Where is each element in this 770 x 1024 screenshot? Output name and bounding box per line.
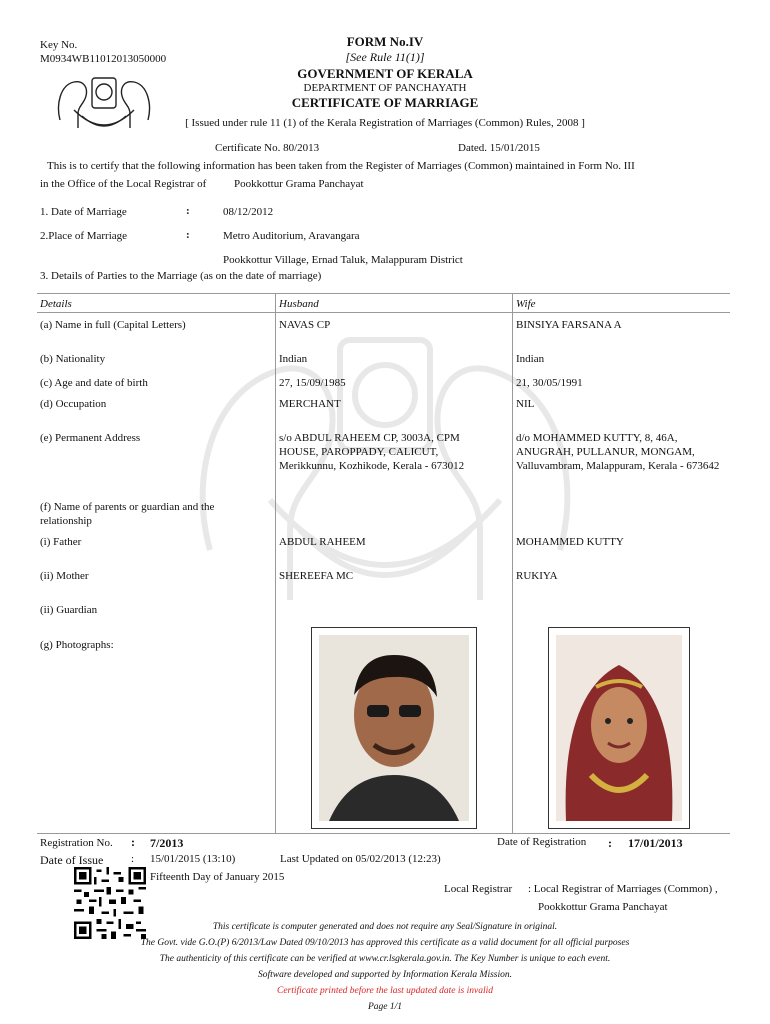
date-of-issue-label: Date of Issue <box>40 853 104 867</box>
row-address-husband-2: HOUSE, PAROPPADY, CALICUT, <box>279 446 439 458</box>
table-top-rule <box>37 293 730 294</box>
form-number: FORM No.IV <box>346 34 424 49</box>
footer-line-2: The Govt. vide G.O.(P) 6/2013/Law Dated 09/10/2013 has approved this certificate as a valid document for all official purposes <box>140 938 630 948</box>
row-address-wife-3: Valluvambram, Malappuram, Kerala - 673642 <box>516 460 720 472</box>
row-father-wife: MOHAMMED KUTTY <box>516 536 624 548</box>
table-header-details: Details <box>40 298 72 310</box>
husband-photo <box>311 627 477 829</box>
office-statement: in the Office of the Local Registrar of <box>40 178 207 190</box>
local-registrar-label: Local Registrar <box>444 883 513 895</box>
marriage-date-colon: : <box>186 205 190 217</box>
row-mother-wife: RUKIYA <box>516 570 558 582</box>
government-title: GOVERNMENT OF KERALA <box>297 66 473 81</box>
table-col-divider-1 <box>275 293 276 833</box>
row-name-husband: NAVAS CP <box>279 319 331 331</box>
date-of-issue-value: 15/01/2015 (13:10) <box>150 853 236 865</box>
page-number: Page 1/1 <box>367 1002 403 1012</box>
marriage-place-colon: : <box>186 229 190 241</box>
footer-line-4: Software developed and supported by Information Kerala Mission. <box>257 970 512 980</box>
issue-day-text: Fifteenth Day of January 2015 <box>150 871 285 883</box>
office-name: Pookkottur Grama Panchayat <box>234 178 364 190</box>
parties-details-heading: 3. Details of Parties to the Marriage (as on the date of marriage) <box>40 270 322 282</box>
key-label: Key No. <box>40 39 78 51</box>
wife-portrait-image <box>556 635 682 821</box>
row-mother-husband: SHEREEFA MC <box>279 570 354 582</box>
row-mother-label: (ii) Mother <box>40 570 89 582</box>
footer-invalid-warning: Certificate printed before the last updated date is invalid <box>276 986 493 996</box>
table-header-wife: Wife <box>516 298 536 310</box>
row-address-label: (e) Permanent Address <box>40 432 141 444</box>
registration-no-value: 7/2013 <box>150 836 184 850</box>
footer-line-1: This certificate is computer generated and does not require any Seal/Signature in original. <box>212 922 558 932</box>
row-name-wife: BINSIYA FARSANA A <box>516 319 622 331</box>
row-guardian-label: (ii) Guardian <box>40 604 98 616</box>
registration-no-label: Registration No. <box>40 837 113 849</box>
form-rule: [See Rule 11(1)] <box>345 50 425 64</box>
table-header-husband: Husband <box>279 298 319 310</box>
row-parents-label-2: relationship <box>40 515 92 527</box>
key-number: M0934WB11012013050000 <box>40 53 167 65</box>
footer-line-3: The authenticity of this certificate can be verified at www.cr.lsgkerala.gov.in. The Key Number is unique to each event. <box>159 954 611 964</box>
row-nationality-husband: Indian <box>279 353 308 365</box>
row-age-husband: 27, 15/09/1985 <box>279 377 346 389</box>
certificate-date: Dated. 15/01/2015 <box>458 142 540 154</box>
marriage-place-value-1: Metro Auditorium, Aravangara <box>223 230 360 242</box>
row-address-husband-3: Merikkunnu, Kozhikode, Kerala - 673012 <box>279 460 465 472</box>
row-nationality-label: (b) Nationality <box>40 353 106 365</box>
local-registrar-value-1: : Local Registrar of Marriages (Common) , <box>528 883 718 895</box>
registration-colon: : <box>131 835 135 849</box>
row-age-wife: 21, 30/05/1991 <box>516 377 583 389</box>
row-address-husband-1: s/o ABDUL RAHEEM CP, 3003A, CPM <box>279 432 460 444</box>
row-occupation-wife: NIL <box>516 398 535 410</box>
certificate-title: CERTIFICATE OF MARRIAGE <box>291 95 479 110</box>
table-header-rule <box>37 312 730 313</box>
issued-under: [ Issued under rule 11 (1) of the Kerala Registration of Marriages (Common) Rules, 2008 ] <box>185 117 585 129</box>
row-father-husband: ABDUL RAHEEM <box>279 536 366 548</box>
row-address-wife-2: ANUGRAH, PULLANUR, MONGAM, <box>516 446 695 458</box>
wife-photo <box>548 627 690 829</box>
certify-statement: This is to certify that the following information has been taken from the Register of Marriages (Common) maintained in Form No. III <box>47 160 635 172</box>
row-name-label: (a) Name in full (Capital Letters) <box>40 319 186 331</box>
row-address-wife-1: d/o MOHAMMED KUTTY, 8, 46A, <box>516 432 678 444</box>
marriage-place-value-2: Pookkottur Village, Ernad Taluk, Malappuram District <box>223 254 463 266</box>
last-updated: Last Updated on 05/02/2013 (12:23) <box>280 853 441 865</box>
date-of-registration-value: 17/01/2013 <box>628 836 683 850</box>
row-occupation-husband: MERCHANT <box>279 398 341 410</box>
local-registrar-value-2: Pookkottur Grama Panchayat <box>538 901 668 913</box>
certificate-number: Certificate No. 80/2013 <box>215 142 320 154</box>
marriage-date-label: 1. Date of Marriage <box>40 206 127 218</box>
table-bottom-rule <box>37 833 730 834</box>
department-title: DEPARTMENT OF PANCHAYATH <box>303 82 467 94</box>
row-occupation-label: (d) Occupation <box>40 398 107 410</box>
table-col-divider-2 <box>512 293 513 833</box>
date-of-issue-colon: : <box>131 853 135 865</box>
row-age-label: (c) Age and date of birth <box>40 377 148 389</box>
row-father-label: (i) Father <box>40 536 82 548</box>
marriage-date-value: 08/12/2012 <box>223 206 274 218</box>
row-parents-label-1: (f) Name of parents or guardian and the <box>40 501 215 513</box>
marriage-place-label: 2.Place of Marriage <box>40 230 128 242</box>
row-nationality-wife: Indian <box>516 353 545 365</box>
date-of-registration-colon: : <box>608 836 612 850</box>
row-photos-label: (g) Photographs: <box>40 639 114 651</box>
husband-portrait-image <box>319 635 469 821</box>
date-of-registration-label: Date of Registration <box>497 836 587 848</box>
